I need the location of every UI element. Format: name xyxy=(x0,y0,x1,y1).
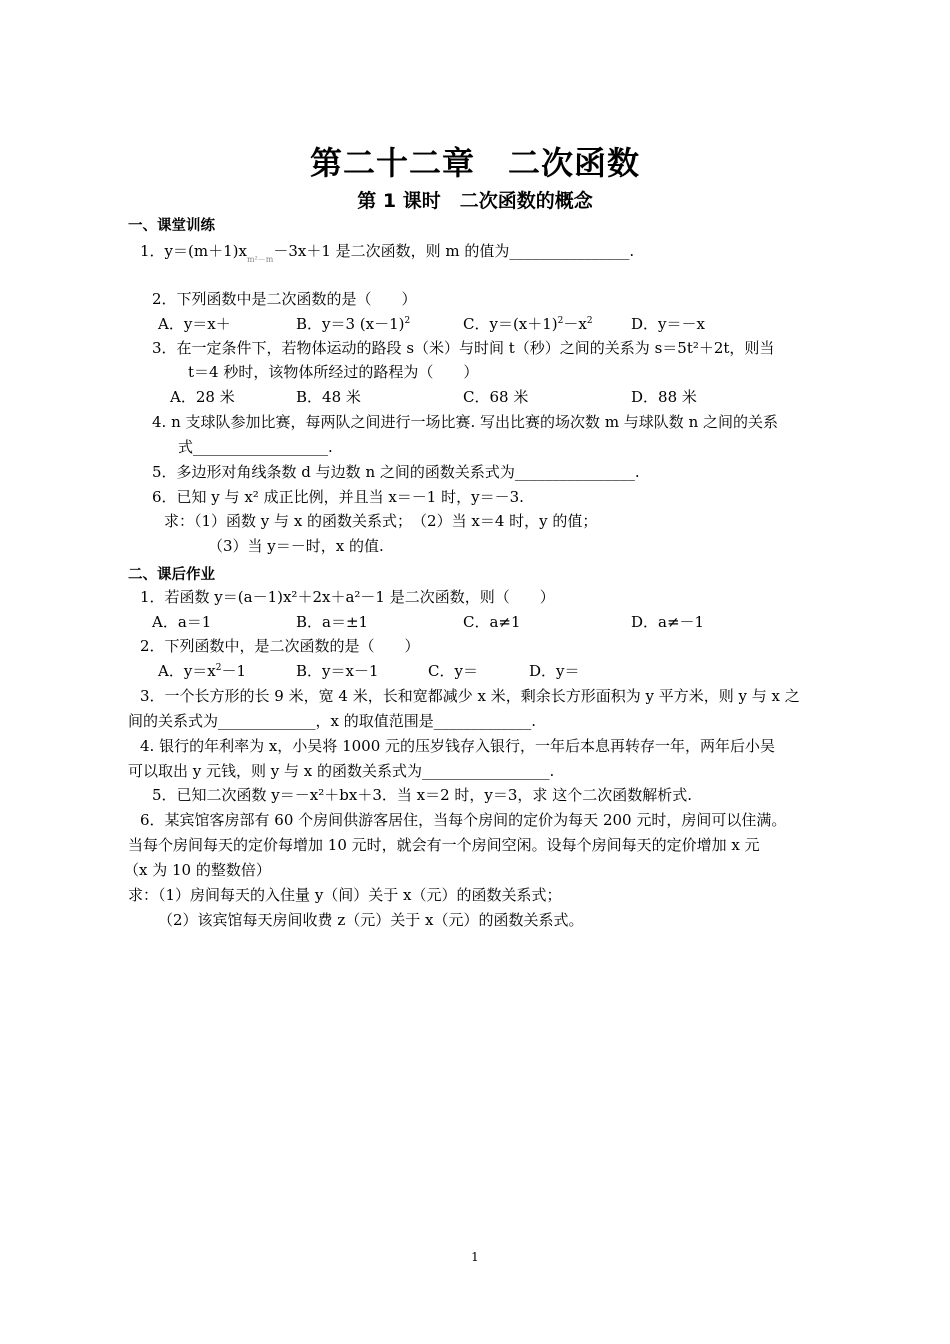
s1-q6-line3: （3）当 y＝－时，x 的值. xyxy=(208,537,384,555)
section1-heading: 一、课堂训练 xyxy=(128,218,215,234)
s1-q1-post: －3x＋1 是二次函数，则 m 的值为________________. xyxy=(273,242,635,260)
s1-q4-line2: 式__________________. xyxy=(178,438,333,456)
s2-q3-line2: 间的关系式为_____________，x 的取值范围是_____________. xyxy=(128,712,536,730)
s1-q1-exponent: m²－m xyxy=(246,255,274,264)
s2-q4-line1: 4. 银行的年利率为 x，小吴将 1000 元的压岁钱存入银行，一年后本息再转存一年，两年后小吴 xyxy=(140,737,776,755)
s1-q4-line1: 4. n 支球队参加比赛，每两队之间进行一场比赛. 写出比赛的场次数 m 与球队数 n 之间的关系 xyxy=(152,413,779,431)
lesson-subtitle: 第 1 课时 二次函数的概念 xyxy=(357,190,593,212)
s2-q2-option-a: A．$y=x^2-1$ xyxy=(158,662,247,680)
s1-q3-line1: 3．在一定条件下，若物体运动的路段 s（米）与时间 t（秒）之间的关系为 s＝5t²＋2t，则当 xyxy=(152,339,775,357)
s2-q6-line2: 当每个房间每天的定价每增加 10 元时，就会有一个房间空闲。设每个房间每天的定价增加 x 元 xyxy=(128,836,760,854)
s2-q2-option-b: B．y＝x－1 xyxy=(296,662,379,680)
s1-q3-line2: t＝4 秒时，该物体所经过的路程为（ ） xyxy=(188,363,479,381)
s1-q2-option-b: B．y＝3 $(x-1)^2$ xyxy=(296,315,411,333)
s1-q3-option-c: C．68 米 xyxy=(463,388,529,406)
s2-q1-option-b: B．a＝±1 xyxy=(296,613,369,631)
s2-q1-option-d: D．a≠－1 xyxy=(631,613,705,631)
s2-q4-line2: 可以取出 y 元钱，则 y 与 x 的函数关系式为_________________. xyxy=(128,762,555,780)
s1-q2-option-a: A．y＝x＋ xyxy=(158,315,231,333)
page-number: 1 xyxy=(471,1250,479,1264)
s1-q2-option-d: D．y＝－x xyxy=(631,315,705,333)
s1-q3-option-d: D．88 米 xyxy=(631,388,697,406)
s2-q3-line1: 3．一个长方形的长 9 米，宽 4 米，长和宽都减少 x 米，剩余长方形面积为 y 平方米，则 y 与 x 之 xyxy=(140,687,800,705)
s1-q6-line2: 求：（1）函数 y 与 x 的函数关系式； （2）当 x＝4 时，y 的值； xyxy=(164,512,598,530)
s2-q5: 5．已知二次函数 y＝－x²＋bx＋3．当 x＝2 时，y＝3，求 这个二次函数解析式. xyxy=(152,786,692,804)
s1-q3-option-a: A．28 米 xyxy=(170,388,235,406)
s1-q3-option-b: B．48 米 xyxy=(296,388,361,406)
s1-q6-line1: 6．已知 y 与 x² 成正比例，并且当 x＝－1 时，y＝－3. xyxy=(152,488,524,506)
s1-q2-option-c: C．$y=(x+1)^2-x^2$ xyxy=(463,315,593,333)
s2-q1-option-c: C．a≠1 xyxy=(463,613,521,631)
s2-q2-option-d: D．y＝ xyxy=(529,662,580,680)
s1-q2-stem: 2．下列函数中是二次函数的是（ ） xyxy=(152,290,417,308)
s1-q1-pre: 1．y＝(m＋1)x xyxy=(140,242,247,260)
s1-q1 xyxy=(140,241,634,270)
chapter-title: 第二十二章 二次函数 xyxy=(309,144,640,182)
s2-q6-line5: （2）该宾馆每天房间收费 z（元）关于 x（元）的函数关系式。 xyxy=(158,911,584,929)
s1-q5: 5．多边形对角线条数 d 与边数 n 之间的函数关系式为________________. xyxy=(152,463,640,481)
s2-q6-line4: 求：（1）房间每天的入住量 y（间）关于 x（元）的函数关系式； xyxy=(128,886,562,904)
section2-heading: 二、课后作业 xyxy=(128,567,215,583)
s2-q2-stem: 2．下列函数中，是二次函数的是（ ） xyxy=(140,637,420,655)
s2-q2-option-c: C．y＝ xyxy=(428,662,478,680)
s2-q6-line3: （x 为 10 的整数倍） xyxy=(124,861,271,879)
s2-q1-option-a: A．a＝1 xyxy=(152,613,212,631)
s2-q1-stem: 1．若函数 y＝(a－1)x²＋2x＋a²－1 是二次函数，则（ ） xyxy=(140,588,555,606)
s2-q6-line1: 6．某宾馆客房部有 60 个房间供游客居住，当每个房间的定价为每天 200 元时，房间可以住满。 xyxy=(140,811,787,829)
